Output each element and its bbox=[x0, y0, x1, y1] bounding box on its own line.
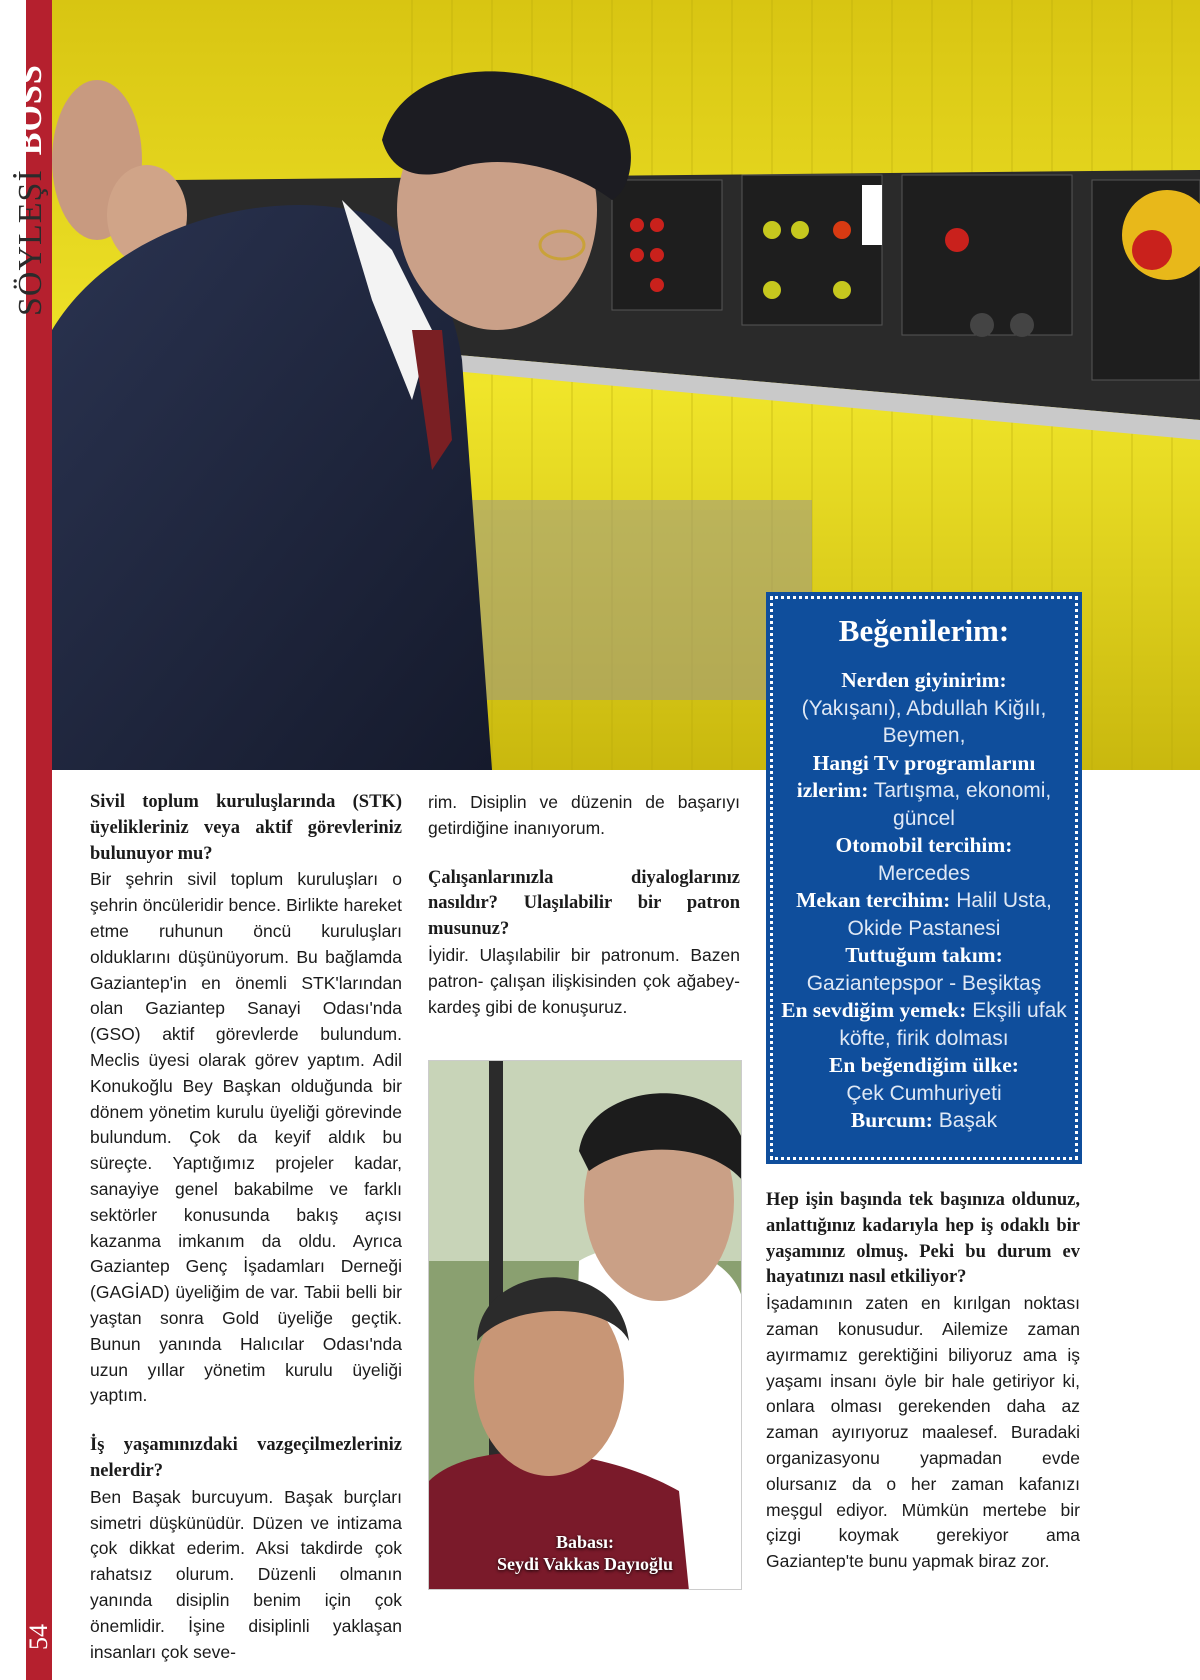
answer-essentials-part2: rim. Disiplin ve düzenin de başarıyı getirdiğine inanıyorum. bbox=[428, 792, 740, 838]
photo-caption: Babası: Seydi Vakkas Dayıoğlu bbox=[496, 1532, 674, 1574]
answer-home-life: İşadamının zaten en kırılgan noktası zaman konusudur. Ailemize zaman ayırmamız gerektiğini biliyoruz ama iş yaşamı insanı öyle bir hale getiriyor ki, onlara olması gerekenden daha az zaman ayırıyoruz maalesef. Buradaki organizasyonu yapmadan evde olursanız da o her zaman kafanızı meşgul ediyor. Mümkün mertebe bir çizgi koymak gerekiyor ama Gaziantep'te bunu yapmak biraz zor. bbox=[766, 1293, 1080, 1572]
likes-title: Beğenilerim: bbox=[838, 613, 1010, 648]
question-stk: Sivil toplum kuruluşlarında (STK) üyelikleriniz veya aktif görevleriniz bulunuyor mu? bbox=[90, 792, 402, 864]
likes-item: Tuttuğum takım: Gaziantepspor - Beşiktaş bbox=[806, 943, 1042, 995]
question-home-life: Hep işin başında tek başınıza oldunuz, anlattığınız kadarıyla hep iş odaklı bir yaşamınız olmuş. Peki bu durum ev hayatınızı nasıl etkiliyor? bbox=[766, 1190, 1080, 1288]
father-photo-illustration bbox=[429, 1061, 742, 1590]
likes-item: Nerden giyinirim: (Yakışanı), Abdullah Kiğılı, Beymen, bbox=[801, 668, 1047, 747]
likes-item: Otomobil tercihim: Mercedes bbox=[835, 833, 1013, 885]
magazine-brand: BOSS bbox=[12, 64, 49, 156]
likes-item: En beğendiğim ülke: Çek Cumhuriyeti bbox=[829, 1053, 1019, 1105]
section-name: SÖYLEŞİ bbox=[12, 169, 49, 316]
likes-box bbox=[770, 596, 1078, 1160]
section-label bbox=[4, 20, 56, 316]
article-column-2 bbox=[428, 790, 740, 1020]
question-employees: Çalışanlarınızla diyaloglarınız nasıldır? Ulaşılabilir bir patron musunuz? bbox=[428, 867, 740, 940]
article-column-3 bbox=[766, 1188, 1080, 1575]
likes-item: Burcum: Başak bbox=[850, 1108, 998, 1132]
question-essentials: İş yaşamınızdaki vazgeçilmezleriniz nelerdir? bbox=[90, 1435, 402, 1481]
likes-item: Mekan tercihim: Halil Usta, Okide Pastanesi bbox=[796, 888, 1052, 940]
likes-item: En sevdiğim yemek: Ekşili ufak köfte, firik dolması bbox=[781, 998, 1067, 1050]
father-photo bbox=[428, 1060, 742, 1590]
likes-item: Hangi Tv programlarını izlerim: Tartışma, ekonomi, güncel bbox=[796, 750, 1052, 830]
answer-stk: Bir şehrin sivil toplum kuruluşları o şehrin öncüleridir bence. Birlikte hareket etme ruhunun öncü kuruluşları olduklarını düşünüyorum. Bu bağlamda Gaziantep'in en önemli STK'larından olan Gaziantep Sanayi Odası'nda (GSO) aktif görevlerde bulundum. Meclis üyesi olarak görev yaptım. Adil Konukoğlu Bey Başkan olduğunda bir dönem yönetim kurulu üyeliği görevinde bulundum. Çok da keyif aldık bu süreçte. Yaptığımız projeler kadar, sanayiye genel bakabilme ve farklı sektörler konusunda bakış açısı kazanma imkanım da oldu. Ayrıca Gaziantep Genç İşadamları Derneği (GAGİAD) üyeliğim de var. Tabii belli bir yaştan sonra Gold üyeliğe geçtik. Bunun yanında Halıcılar Odası'nda uzun yıllar yönetim kurulu üyeliği yaptım. bbox=[90, 869, 402, 1406]
answer-essentials-part1: Ben Başak burcuyum. Başak burçları simetri düşkünüdür. Düzen ve intizama çok dikkat ederim. Aksi takdirde çok rahatsız olurum. Düzenli olmanın yanında disiplin benim için çok önemlidir. İşine disiplinli yaklaşan insanları çok seve- bbox=[90, 1486, 402, 1662]
page-number: 54 bbox=[24, 1624, 53, 1650]
answer-employees: İyidir. Ulaşılabilir bir patronum. Bazen patron- çalışan ilişkisinden çok ağabey-kardeş gibi de konuşuruz. bbox=[428, 944, 740, 1017]
article-column-1 bbox=[90, 790, 402, 1665]
